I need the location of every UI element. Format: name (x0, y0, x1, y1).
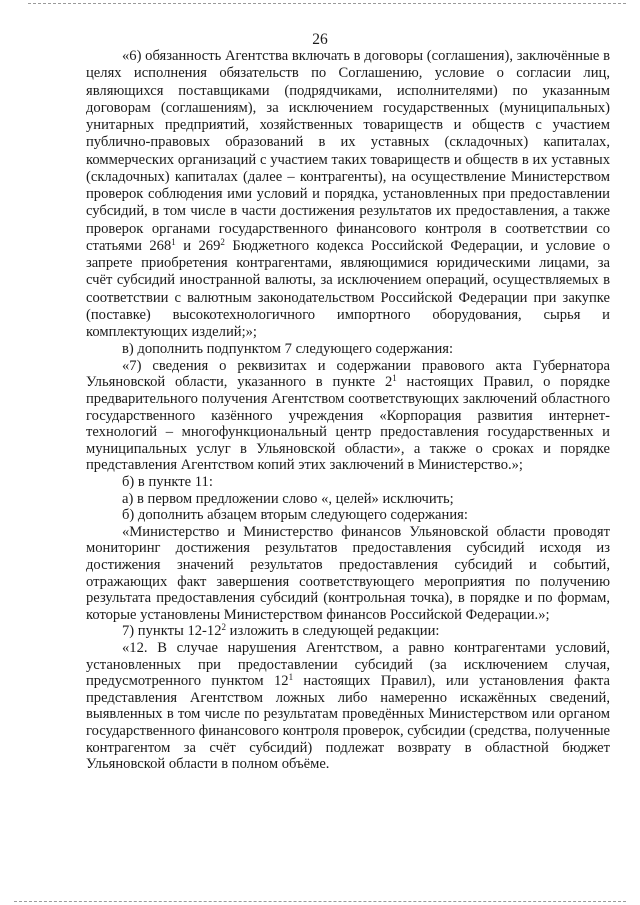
page-top-edge (28, 3, 626, 4)
paragraph-add-subitem-7 (86, 341, 610, 358)
paragraph-text: и 269 (175, 237, 221, 254)
paragraph-point-11-b (86, 507, 610, 524)
page-number: 26 (312, 31, 328, 48)
paragraph-point-7 (86, 623, 610, 640)
paragraph-text: «Министерство и Министерство финансов Ульяновской области проводят мониторинг достижения результатов предоставления субсидий исходя из достижения значений результатов предоставления субсидий и событий, отражающих факт завершения соответствующего мероприятия по получению результата предоставления субсидий (контрольная точка), в порядке и по формам, которые установлены Министерством финансов Российской Федерации.»; (86, 523, 610, 623)
paragraph-point-11 (86, 474, 610, 491)
superscript-mark: 1 (288, 672, 294, 683)
paragraph-text: в) дополнить подпунктом 7 следующего содержания: (122, 341, 454, 358)
page-bottom-edge (14, 901, 626, 902)
paragraph-text: б) дополнить абзацем вторым следующего содержания: (122, 507, 468, 524)
paragraph-point-11-a (86, 491, 610, 508)
paragraph-subitem-7 (86, 358, 610, 474)
paragraph-text: «7) сведения о реквизитах и содержании правового акта Губернатора Ульяновской области, указанного в пункте 2 (86, 357, 610, 391)
superscript-mark: 2 (220, 236, 225, 247)
paragraph-text: «6) обязанность Агентства включать в договоры (соглашения), заключённые в целях исполнения обязательств по Соглашению, условие о согласии лиц, являющихся поставщиками (подрядчиками, исполнителями) по указанным договорам (соглашениям), за исключением государственных (муниципальных) унитарных предприятий, хозяйственных товариществ и обществ с участием публично-правовых образований в их уставных (складочных) капиталах, коммерческих организаций с участием таких товариществ и обществ в их уставных (складочных) капиталах (далее – контрагенты), на осуществление Министерством проверок соблюдения ими условий и порядка, установленных при предоставлении субсидий, в том числе в части достижения результатов их предоставления, а также проверок органами государственного финансового контроля в соответствии со статьями 268 (86, 48, 610, 254)
paragraph-text: настоящих Правил, о порядке предварительного получения Агентством соответствующих заключений областного государственного казённого учреждения «Корпорация развития интернет-технологий – многофункциональный центр предоставления государственных и муниципальных услуг в Ульяновской области», а также о сроках и порядке представления Агентством копий этих заключений в Министерство.»; (86, 374, 611, 474)
superscript-mark: 1 (392, 373, 397, 384)
paragraph-text: изложить в следующей редакции: (226, 623, 440, 640)
paragraph-text: б) в пункте 11: (122, 474, 213, 490)
superscript-mark: 2 (221, 622, 226, 633)
paragraph-subitem-6 (86, 48, 610, 341)
paragraph-text: 7) пункты 12-12 (122, 623, 222, 640)
paragraph-point-12 (86, 640, 610, 773)
paragraph-text: Бюджетного кодекса Российской Федерации, и условие о запрете приобретения контрагентами, являющимися юридическими лицами, за счёт субсидий иностранной валюты, за исключением операций, осуществляемых в соответствии с валютным законодательством Российской Федерации при закупке (поставке) высокотехнологичного импортного оборудования, сырья и комплектующих изделий;»; (86, 237, 610, 340)
paragraph-text: а) в первом предложении слово «, целей» исключить; (122, 490, 454, 507)
document-body (86, 48, 610, 773)
paragraph-text: «12. В случае нарушения Агентством, а равно контрагентами условий, установленных при предоставлении субсидий (за исключением случая, предусмотренного пунктом 12 (86, 639, 610, 690)
paragraph-text: настоящих Правил), или установления факта представления Агентством ложных либо намеренно искажённых сведений, выявленных в том числе по результатам проведённых Министерством или органом государственного финансового контроля проверок, субсидии (средства, полученные контрагентом за счёт субсидий) подлежат возврату в областной бюджет Ульяновской области в полном объёме. (86, 673, 610, 773)
superscript-mark: 1 (171, 236, 176, 247)
paragraph-monitoring (86, 524, 610, 624)
